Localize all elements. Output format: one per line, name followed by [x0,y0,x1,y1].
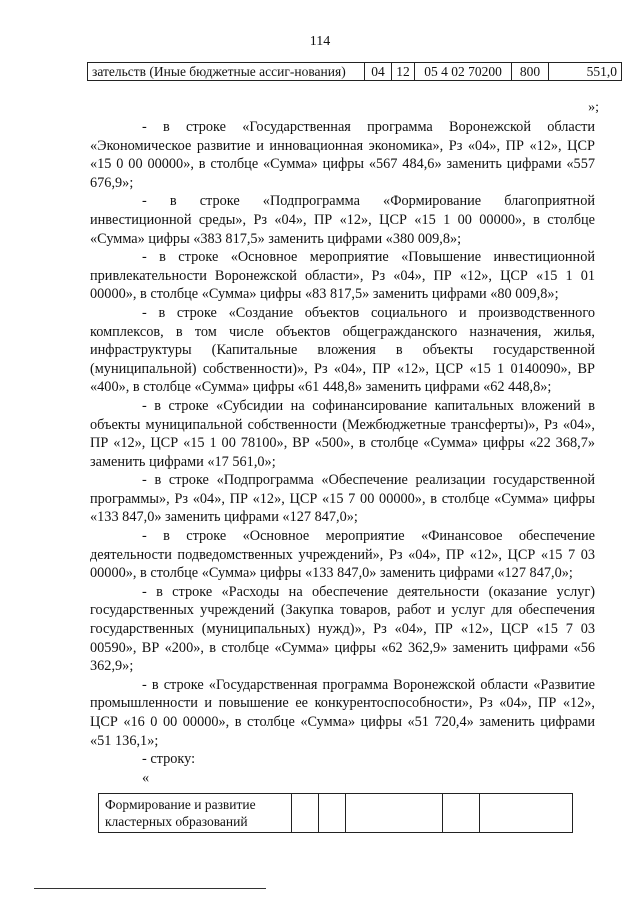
table-row [99,794,573,833]
rz-cell [292,794,319,833]
amendment-paragraph: - в строке «Расходы на обеспечение деятельности (оказание услуг) государственных учреждений (Закупка товаров, работ и услуг для обеспечения государственных (муниципальных) нужд)», Рз «04», ПР «12», ЦСР «15 7 03 00590», ВР «200», в столбце «Сумма» цифры «62 362,9» заменить цифрами «56 362,9»; [90,583,595,675]
closing-quote: »; [588,100,599,115]
row-name-cell: Формирование и развитие кластерных образований [99,794,292,833]
csr-cell [346,794,443,833]
row-name-cell: зательств (Иные бюджетные ассиг-нования) [88,63,365,81]
amendment-paragraph: - в строке «Подпрограмма «Формирование благоприятной инвестиционной среды», Рз «04», ПР «12», ЦСР «15 1 00 00000», в столбце «Сумма» цифры «383 817,5» заменить цифрами «380 009,8»; [90,193,595,247]
amendment-paragraph: - в строке «Подпрограмма «Обеспечение реализации государственной программы», Рз «04», ПР «12», ЦСР «15 7 00 00000», в столбце «Сумма» цифры «133 847,0» заменить цифрами «127 847,0»; [90,472,595,526]
pr-cell [319,794,346,833]
amendment-paragraph: - в строке «Основное мероприятие «Повышение инвестиционной привлекательности Воронежской области», Рз «04», ПР «12», ЦСР «15 1 01 00000», в столбце «Сумма» цифры «83 817,5» заменить цифрами «80 009,8»; [90,249,595,303]
amendment-paragraph: - в строке «Субсидии на софинансирование капитальных вложений в объекты муниципальной собственности (Межбюджетные трансферты)», Рз «04», ПР «12», ЦСР «15 1 00 78100», ВР «500», в столбце «Сумма» цифры «22 368,7» заменить цифрами «17 561,0»; [90,397,595,470]
budget-table-top [87,62,622,81]
vr-cell [443,794,480,833]
amendment-paragraph: - в строке «Создание объектов социального и производственного комплексов, в том числе объектов общегражданского назначения, жилья, инфраструктуры (Капитальные вложения в объекты государственной (муниципальной) собственности)», Рз «04», ПР «12», ЦСР «15 1 0140090», ВР «400», в столбце «Сумма» цифры «61 448,8» заменить цифрами «62 448,8»; [90,304,595,396]
sum-cell: 551,0 [549,63,622,81]
amendment-paragraph: - в строке «Государственная программа Воронежской области «Экономическое развитие и инновационная экономика», Рз «04», ПР «12», ЦСР «15 0 00 00000», в столбце «Сумма» цифры «567 484,6» заменить цифрами «557 676,9»; [90,119,595,191]
csr-cell: 05 4 02 70200 [415,63,512,81]
opening-quote: « [142,769,150,786]
amendment-paragraph: - в строке «Государственная программа Воронежской области «Развитие промышленности и повышение ее конкурентоспособности», Рз «04», ПР «12», ЦСР «16 0 00 00000», в столбце «Сумма» цифры «51 720,4» заменить цифрами «51 136,1»; [90,676,595,749]
sum-cell [480,794,573,833]
footer-divider [34,888,266,889]
add-row-line: - строку: [142,751,196,768]
amendment-paragraph: - в строке «Основное мероприятие «Финансовое обеспечение деятельности подведомственных учреждений», Рз «04», ПР «12», ЦСР «15 7 03 00000», в столбце «Сумма» цифры «133 847,0» заменить цифрами «127 847,0»; [90,528,595,582]
budget-table-bottom [98,793,573,833]
pr-cell: 12 [392,63,415,81]
rz-cell: 04 [365,63,392,81]
page-number: 114 [309,34,331,49]
amendments-text [90,118,595,787]
table-row [88,63,622,81]
vr-cell: 800 [512,63,549,81]
